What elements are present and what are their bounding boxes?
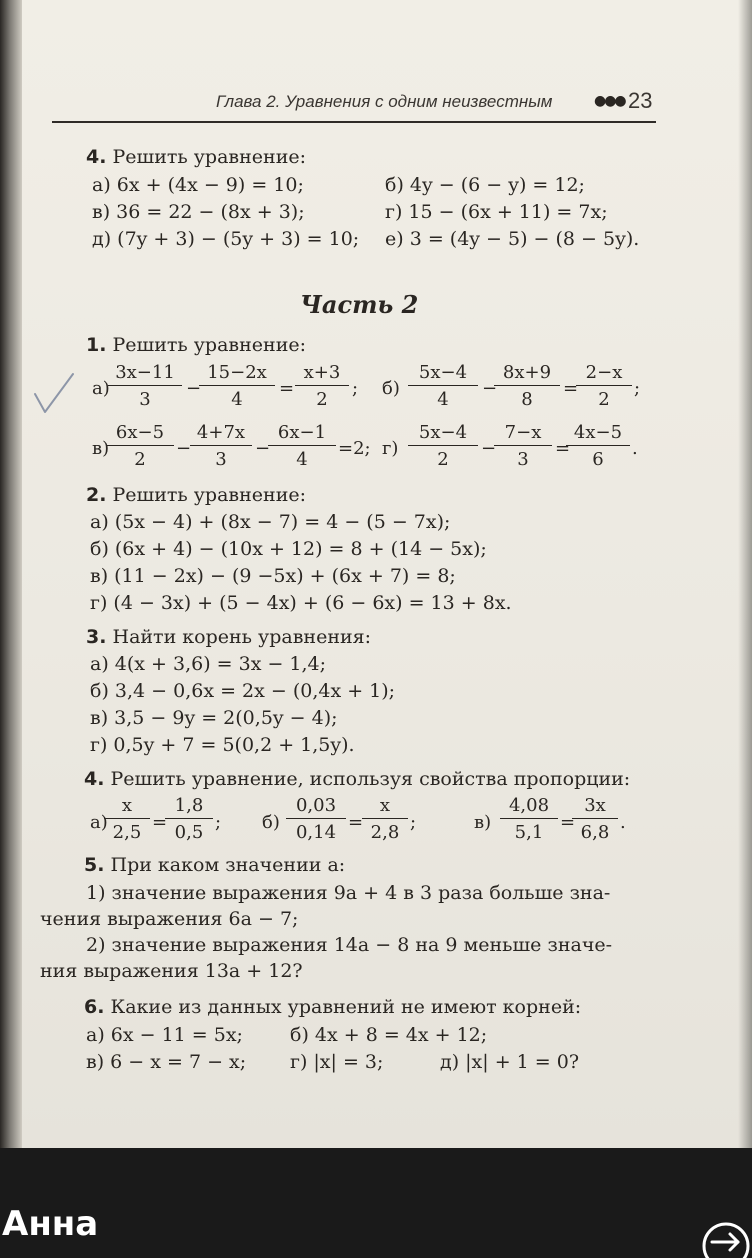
task-title: Решить уравнение, используя свойства пропорции: <box>110 768 631 790</box>
operator: − <box>176 438 192 459</box>
task-number: 2. <box>86 484 107 506</box>
equation-item: а) (5x − 4) + (8x − 7) = 4 − (5 − 7x); <box>90 511 451 533</box>
equation-item: е) 3 = (4y − 5) − (8 − 5y). <box>385 228 640 250</box>
equation-item: г) |x| = 3; <box>290 1051 384 1073</box>
denominator: 3 <box>215 449 227 470</box>
operator: ; <box>410 812 417 833</box>
numerator: 6x−5 <box>115 422 165 443</box>
equation-item: д) |x| + 1 = 0? <box>440 1051 580 1073</box>
equation-item: б) (6x + 4) − (10x + 12) = 8 + (14 − 5x); <box>90 538 487 560</box>
equation-item: б) 4y − (6 − y) = 12; <box>385 174 585 196</box>
numerator: 1,8 <box>174 795 204 816</box>
task-4-heading <box>84 768 630 790</box>
denominator: 2,8 <box>370 822 400 843</box>
denominator: 4 <box>231 389 243 410</box>
fraction <box>295 362 349 410</box>
task-title: Найти корень уравнения: <box>112 626 372 648</box>
sender-name: Анна <box>2 1204 99 1244</box>
equation-item: г) (4 − 3x) + (5 − 4x) + (6 − 6x) = 13 + 8x. <box>90 592 512 614</box>
task-2-heading <box>86 484 306 506</box>
numerator: x+3 <box>303 362 341 383</box>
check-mark-icon <box>33 372 77 416</box>
denominator: 0,5 <box>174 822 204 843</box>
task-text-line: ния выражения 13a + 12? <box>40 960 303 982</box>
fraction <box>576 362 632 410</box>
operator: =2; <box>338 438 371 459</box>
task-number: 1. <box>86 334 107 356</box>
operator: ; <box>352 378 359 399</box>
item-label: а) <box>92 378 110 399</box>
item-label: б) <box>262 812 280 833</box>
equation-item: д) (7y + 3) − (5y + 3) = 10; <box>92 228 360 250</box>
fraction <box>494 362 560 410</box>
operator: = <box>563 378 579 399</box>
denominator: 2 <box>598 389 610 410</box>
task-number: 3. <box>86 626 107 648</box>
fraction <box>190 422 252 470</box>
fraction <box>286 795 346 843</box>
equation-item: в) 36 = 22 − (8x + 3); <box>92 201 305 223</box>
equation-item: а) 4(x + 3,6) = 3x − 1,4; <box>90 653 327 675</box>
denominator: 8 <box>521 389 533 410</box>
fraction <box>566 422 630 470</box>
task-1-heading <box>86 334 306 356</box>
operator: ; <box>634 378 641 399</box>
numerator: 4+7x <box>196 422 246 443</box>
task-text-line: чения выражения 6a − 7; <box>40 908 299 930</box>
task-number: 6. <box>84 996 105 1018</box>
task-title: Решить уравнение: <box>112 334 306 356</box>
numerator: 6x−1 <box>277 422 327 443</box>
fraction <box>494 422 552 470</box>
item-label: в) <box>92 438 110 459</box>
denominator: 6 <box>592 449 604 470</box>
task-title: Решить уравнение: <box>112 484 306 506</box>
chapter-title: Глава 2. Уравнения с одним неизвестным <box>216 92 553 111</box>
numerator: 5x−4 <box>418 362 468 383</box>
numerator: 0,03 <box>295 795 337 816</box>
share-arrow-icon[interactable] <box>700 1212 752 1258</box>
equation-item: в) (11 − 2x) − (9 −5x) + (6x + 7) = 8; <box>90 565 456 587</box>
task-title: При каком значении a: <box>110 854 346 876</box>
denominator: 2 <box>316 389 328 410</box>
fraction <box>572 795 618 843</box>
operator: = <box>152 812 168 833</box>
item-label: а) <box>90 812 108 833</box>
equation-item: б) 4x + 8 = 4x + 12; <box>290 1024 488 1046</box>
operator: − <box>255 438 271 459</box>
fraction <box>408 362 478 410</box>
task-number: 4. <box>84 768 105 790</box>
chapter-marker-icon: ●●● <box>594 93 625 109</box>
page-number: 23 <box>628 88 653 113</box>
numerator: 8x+9 <box>502 362 552 383</box>
numerator: 3x <box>584 795 606 816</box>
numerator: 15−2x <box>207 362 267 383</box>
header-rule <box>52 121 656 123</box>
fraction <box>165 795 213 843</box>
numerator: 4x−5 <box>573 422 623 443</box>
operator: − <box>481 438 497 459</box>
fraction <box>408 422 478 470</box>
numerator: 5x−4 <box>418 422 468 443</box>
operator: = <box>279 378 295 399</box>
operator: = <box>348 812 364 833</box>
fraction <box>108 362 182 410</box>
fraction <box>199 362 275 410</box>
task-6-heading <box>84 996 581 1018</box>
denominator: 3 <box>139 389 151 410</box>
fraction <box>104 795 150 843</box>
task-title: Решить уравнение: <box>112 146 306 168</box>
task-number: 5. <box>84 854 105 876</box>
denominator: 6,8 <box>580 822 610 843</box>
denominator: 4 <box>296 449 308 470</box>
fraction <box>268 422 336 470</box>
denominator: 2,5 <box>112 822 142 843</box>
part-heading: Часть 2 <box>300 290 419 319</box>
numerator: 4,08 <box>508 795 550 816</box>
equation-item: г) 15 − (6x + 11) = 7x; <box>385 201 608 223</box>
task-5-heading <box>84 854 345 876</box>
task-text-line: 1) значение выражения 9a + 4 в 3 раза больше зна- <box>86 882 611 904</box>
equation-item: г) 0,5y + 7 = 5(0,2 + 1,5y). <box>90 734 355 756</box>
operator: . <box>632 438 638 459</box>
equation-item: а) 6x + (4x − 9) = 10; <box>92 174 304 196</box>
task-number: 4. <box>86 146 107 168</box>
equation-item: в) 3,5 − 9y = 2(0,5y − 4); <box>90 707 338 729</box>
task-4-heading <box>86 146 306 168</box>
denominator: 3 <box>517 449 529 470</box>
numerator: 2−x <box>585 362 623 383</box>
denominator: 2 <box>437 449 449 470</box>
operator: . <box>620 812 626 833</box>
equation-item: в) 6 − x = 7 − x; <box>86 1051 247 1073</box>
operator: − <box>482 378 498 399</box>
operator: ; <box>215 812 222 833</box>
item-label: в) <box>474 812 492 833</box>
message-footer <box>0 1148 752 1258</box>
fraction <box>106 422 174 470</box>
numerator: 3x−11 <box>115 362 175 383</box>
item-label: б) <box>382 378 400 399</box>
numerator: x <box>121 795 133 816</box>
denominator: 4 <box>437 389 449 410</box>
operator: = <box>560 812 576 833</box>
numerator: 7−x <box>504 422 542 443</box>
task-3-heading <box>86 626 371 648</box>
fraction <box>500 795 558 843</box>
task-title: Какие из данных уравнений не имеют корней: <box>110 996 582 1018</box>
operator: = <box>555 438 571 459</box>
denominator: 5,1 <box>514 822 544 843</box>
denominator: 2 <box>134 449 146 470</box>
fraction <box>362 795 408 843</box>
operator: − <box>186 378 202 399</box>
item-label: г) <box>382 438 399 459</box>
equation-item: а) 6x − 11 = 5x; <box>86 1024 243 1046</box>
denominator: 0,14 <box>295 822 337 843</box>
equation-item: б) 3,4 − 0,6x = 2x − (0,4x + 1); <box>90 680 396 702</box>
numerator: x <box>379 795 391 816</box>
task-text-line: 2) значение выражения 14a − 8 на 9 меньше значе- <box>86 934 613 956</box>
